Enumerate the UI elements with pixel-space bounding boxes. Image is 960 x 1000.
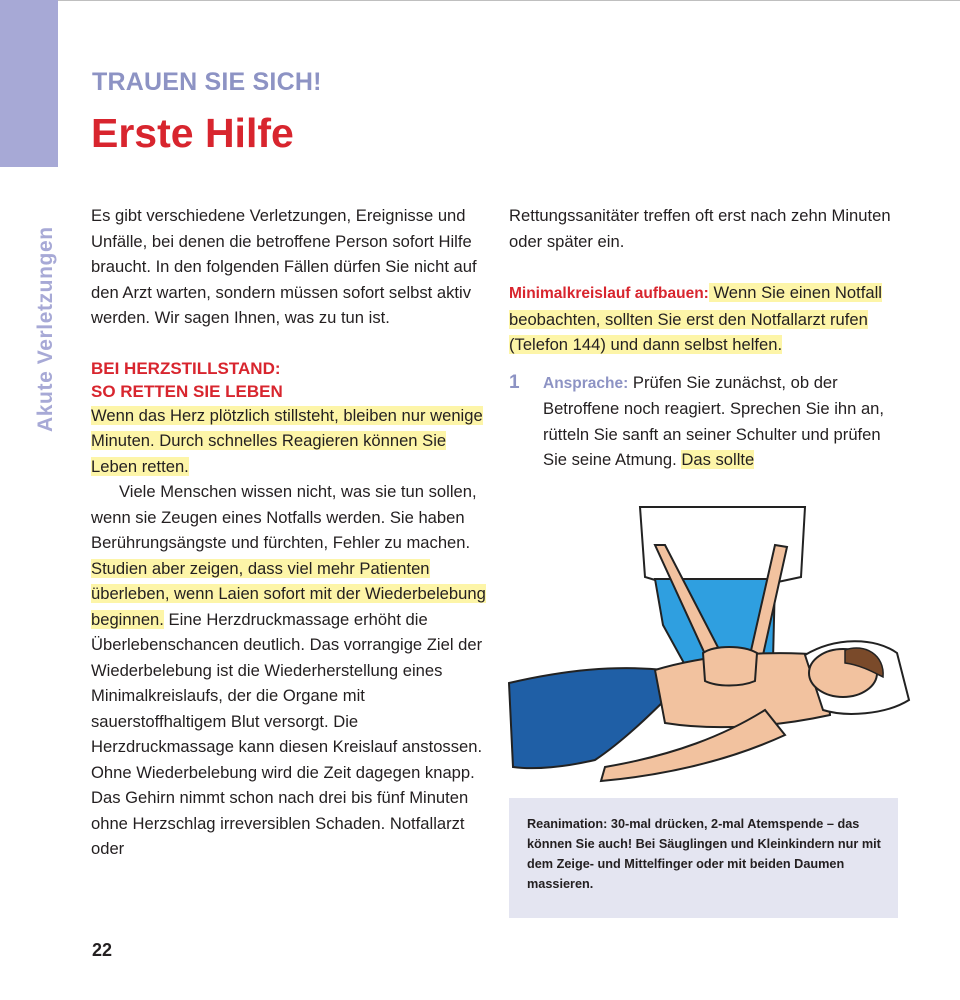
kicker-heading: TRAUEN SIE SICH! bbox=[92, 68, 322, 96]
step-number: 1 bbox=[509, 371, 520, 393]
body-highlight: Studien aber zeigen, dass viel mehr Patienten überleben, wenn Laien sofort mit der Wiederbelebung beginnen. bbox=[91, 558, 486, 629]
right-column bbox=[509, 203, 909, 473]
body-paragraph bbox=[91, 479, 491, 862]
section-tab bbox=[0, 0, 58, 167]
minimal-highlight: Wenn Sie einen Notfall beobachten, sollten Sie erst den Notfallarzt rufen (Telefon 144) und dann selbst helfen. bbox=[509, 283, 882, 354]
step-label: Ansprache: bbox=[543, 374, 629, 392]
step-highlight: Das sollte bbox=[681, 450, 755, 469]
helper-hands bbox=[703, 647, 757, 686]
body-text-2: Eine Herzdruckmassage erhöht die Überlebenschancen deutlich. Das vorrangige Ziel der Wiederbelebung ist die Wiederherstellung eines Minimalkreislaufs, der die Organe mit sauerstoffhaltigem Blut versorgt. Die Herzdruckmassage kann diesen Kreislauf anstossen. Ohne Wiederbelebung wird die Zeit dagegen knapp. Das Gehirn nimmt schon nach drei bis fünf Minuten ohne Herzschlag irreversiblen Schaden. Notfallarzt oder bbox=[91, 609, 483, 858]
patient-trousers bbox=[509, 668, 680, 768]
lead-paragraph bbox=[91, 403, 491, 480]
section-label: Akute Verletzungen bbox=[34, 226, 57, 432]
top-rule bbox=[0, 0, 960, 1]
minimal-label: Minimalkreislauf aufbauen: bbox=[509, 285, 709, 302]
continuation-paragraph: Rettungssanitäter treffen oft erst nach zehn Minuten oder später ein. bbox=[509, 206, 891, 251]
figure-caption: Reanimation: 30-mal drücken, 2-mal Atemspende – das können Sie auch! Bei Säuglingen und Kleinkindern nur mit dem Zeige- und Mittelfinger oder mit beiden Daumen massieren. bbox=[527, 817, 881, 891]
left-column bbox=[91, 203, 491, 862]
step-text: Prüfen Sie zunächst, ob der Betroffene noch reagiert. Sprechen Sie ihn an, rütteln Sie sanft an seiner Schulter und prüfen Sie seine Atmung. bbox=[543, 372, 885, 469]
section-heading bbox=[91, 357, 491, 403]
page-number: 22 bbox=[92, 940, 113, 960]
page-title: Erste Hilfe bbox=[91, 110, 294, 156]
cpr-illustration bbox=[505, 505, 915, 790]
minimal-paragraph bbox=[509, 280, 909, 358]
section-heading-line1: BEI HERZSTILLSTAND: bbox=[91, 358, 281, 378]
caption-box bbox=[509, 798, 898, 918]
step-1 bbox=[509, 370, 909, 473]
lead-highlight: Wenn das Herz plötzlich stillsteht, bleiben nur wenige Minuten. Durch schnelles Reagieren können Sie Leben retten. bbox=[91, 405, 483, 476]
body-text-1: Viele Menschen wissen nicht, was sie tun sollen, wenn sie Zeugen eines Notfalls werden. Sie haben Berührungsängste und fürchten, Fehler zu machen. bbox=[91, 482, 477, 552]
intro-paragraph: Es gibt verschiedene Verletzungen, Ereignisse und Unfälle, bei denen die betroffene Person sofort Hilfe braucht. In den folgenden Fällen dürfen Sie nicht auf den Arzt warten, sondern müssen sofort selbst aktiv werden. Wir sagen Ihnen, was zu tun ist. bbox=[91, 206, 477, 327]
section-heading-line2: SO RETTEN SIE LEBEN bbox=[91, 381, 283, 401]
